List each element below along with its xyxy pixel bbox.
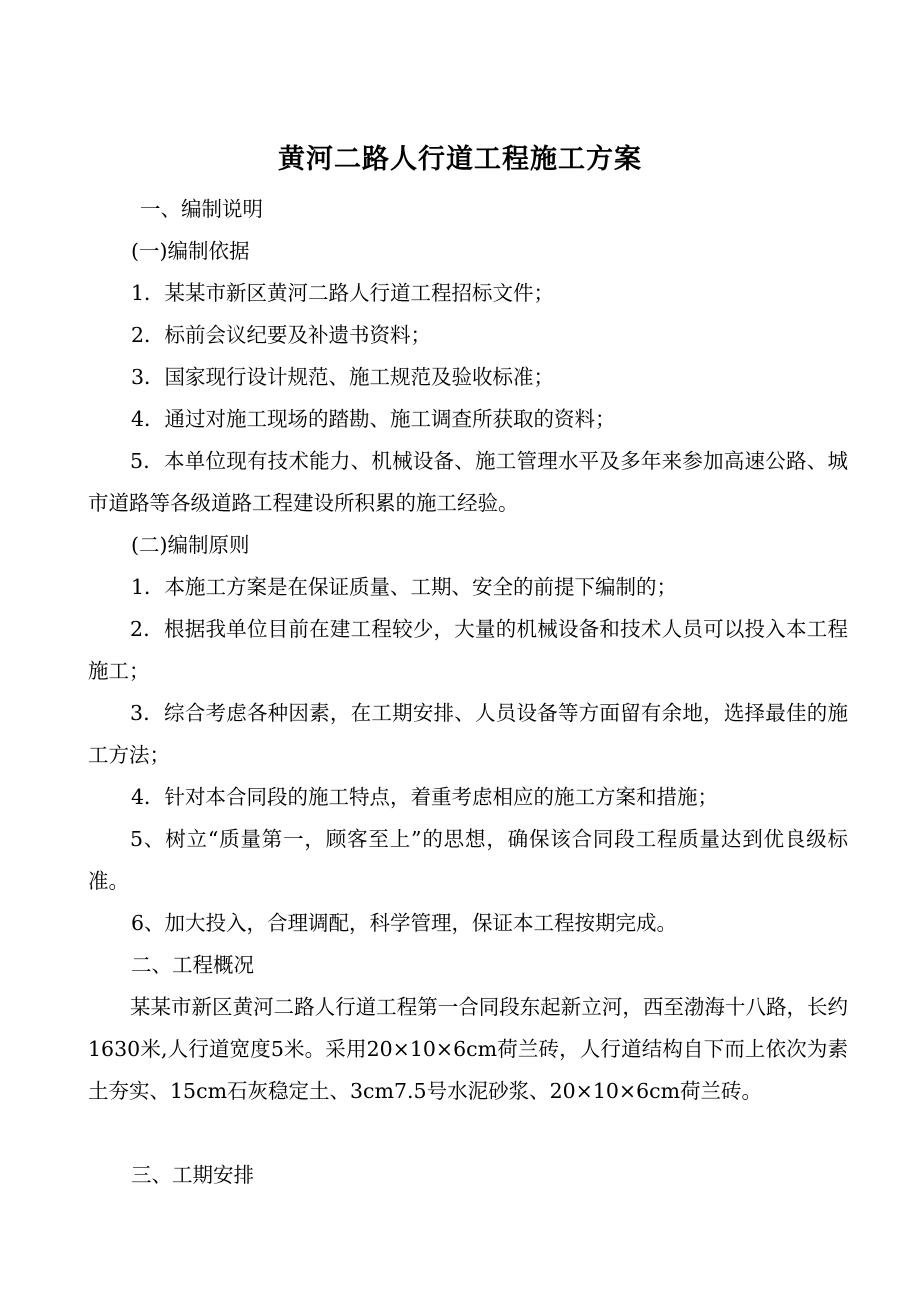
basis-item-2: 2．标前会议纪要及补遗书资料； <box>131 323 432 347</box>
basis-item-3: 3．国家现行设计规范、施工规范及验收标准； <box>131 365 555 389</box>
section-heading-schedule: 三、工期安排 <box>131 1163 254 1187</box>
subsection-heading-compilation-principles: (二)编制原则 <box>131 533 250 557</box>
section-heading-compilation-notes: 一、编制说明 <box>140 197 263 221</box>
principle-item-4: 4．针对本合同段的施工特点，着重考虑相应的施工方案和措施； <box>131 785 719 809</box>
principle-item-3: 3．综合考虑各种因素，在工期安排、人员设备等方面留有余地，选择最佳的施工方法； <box>88 701 848 768</box>
principle-item-1: 1．本施工方案是在保证质量、工期、安全的前提下编制的； <box>131 575 678 599</box>
principle-item-5: 5、树立“质量第一，顾客至上”的思想，确保该合同段工程质量达到优良级标准。 <box>88 827 848 894</box>
principle-item-6: 6、加大投入，合理调配，科学管理，保证本工程按期完成。 <box>131 911 678 935</box>
project-overview-paragraph: 某某市新区黄河二路人行道工程第一合同段东起新立河，西至渤海十八路，长约1630米,人行道宽度5米。采用20×10×6cm荷兰砖，人行道结构自下而上依次为素土夯实、15cm石灰稳定土、3cm7.5号水泥砂浆、20×10×6cm荷兰砖。 <box>88 995 848 1104</box>
principle-item-2: 2．根据我单位目前在建工程较少，大量的机械设备和技术人员可以投入本工程施工； <box>88 617 848 684</box>
basis-item-5: 5．本单位现有技术能力、机械设备、施工管理水平及多年来参加高速公路、城市道路等各级道路工程建设所积累的施工经验。 <box>88 449 848 516</box>
document-title: 黄河二路人行道工程施工方案 <box>278 144 642 175</box>
basis-item-4: 4．通过对施工现场的踏勘、施工调查所获取的资料； <box>131 407 616 431</box>
subsection-heading-compilation-basis: (一)编制依据 <box>131 239 250 263</box>
basis-item-1: 1．某某市新区黄河二路人行道工程招标文件； <box>131 281 555 305</box>
section-heading-project-overview: 二、工程概况 <box>131 953 254 977</box>
